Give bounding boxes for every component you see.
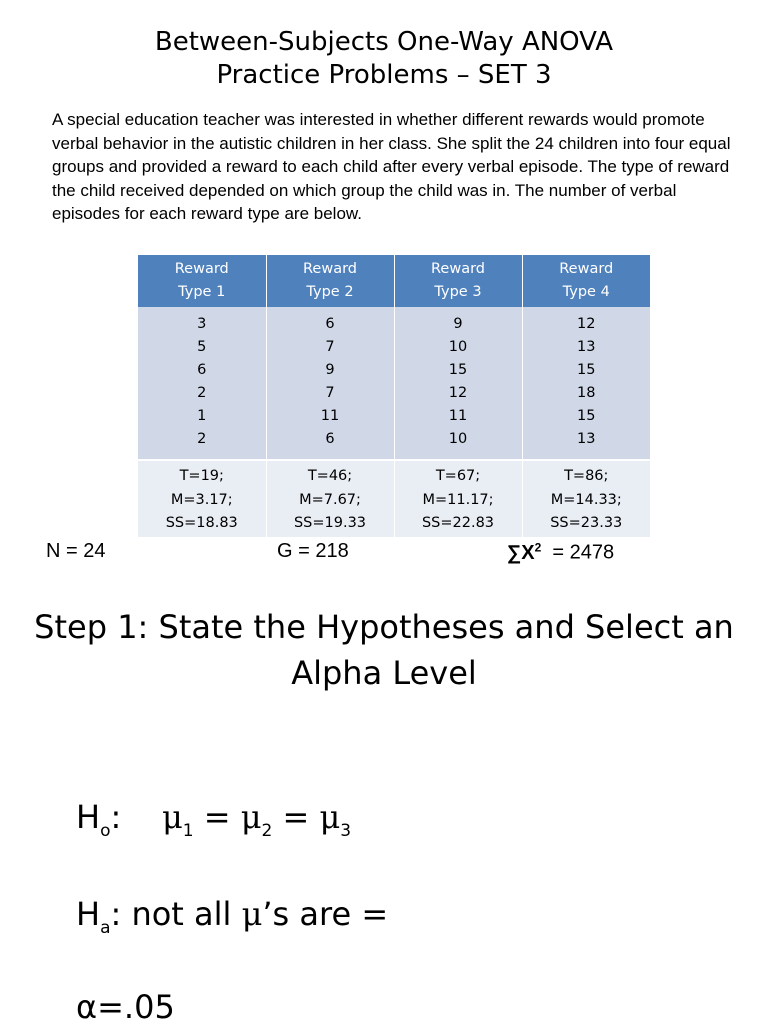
table-values-row <box>138 307 650 460</box>
table-value: 2 <box>197 431 207 447</box>
table-value: 6 <box>325 316 335 332</box>
h0-subscript: o <box>100 821 111 841</box>
mu-symbol: μ <box>161 798 183 836</box>
header-line: Reward <box>431 261 485 277</box>
mu-symbol: μ <box>240 798 262 836</box>
mu-symbol: μ <box>319 798 341 836</box>
table-header-row <box>138 255 650 307</box>
table-value: 9 <box>325 362 335 378</box>
values-cell <box>394 307 522 460</box>
table-value: 7 <box>325 339 335 355</box>
table-value: 3 <box>197 316 207 332</box>
column-header <box>138 255 266 307</box>
step-heading-line-1: Step 1: State the Hypotheses and Select an <box>34 608 734 646</box>
table-totals-row <box>138 460 650 537</box>
totals-cell <box>522 460 650 537</box>
table-value: 15 <box>577 362 596 378</box>
total-M: M=11.17; <box>422 491 494 508</box>
column-header <box>266 255 394 307</box>
ha-subscript: a <box>100 918 111 938</box>
mu-symbol: μ <box>241 895 263 933</box>
equals-sign: = <box>203 798 231 836</box>
table-value: 6 <box>197 362 207 378</box>
mu-subscript: 1 <box>182 821 194 841</box>
total-T: T=46; <box>307 468 353 484</box>
total-T: T=86; <box>564 468 609 484</box>
data-table <box>138 255 650 537</box>
null-hypothesis <box>76 798 351 841</box>
table-value: 1 <box>197 408 207 424</box>
header-line: Type 1 <box>178 284 226 300</box>
total-M: M=3.17; <box>170 491 233 508</box>
step-heading <box>0 604 768 696</box>
alpha-level: α=.05 <box>76 988 175 1026</box>
header-line: Reward <box>174 261 229 277</box>
problem-text: A special education teacher was interested in whether different rewards would promote verbal behavior in the autistic children in her class. She split the 24 children into four equal groups and provided a reward to each child after every verbal episode. The type of reward the child received depended on which group the child was in. The number of verbal episodes for each reward type are below. <box>52 110 731 223</box>
totals-cell <box>394 460 522 537</box>
total-SS: SS=22.83 <box>421 515 495 531</box>
step-heading-line-2: Alpha Level <box>291 654 477 692</box>
h0-colon: : <box>110 798 122 836</box>
totals-cell <box>138 460 266 537</box>
summary-sum-x-squared <box>507 540 614 565</box>
column-header <box>394 255 522 307</box>
total-SS: SS=19.33 <box>293 515 367 531</box>
header-line: Reward <box>559 261 614 277</box>
totals-cell <box>266 460 394 537</box>
header-line: Type 4 <box>562 284 610 300</box>
table-value: 10 <box>448 339 468 355</box>
table-value: 13 <box>577 431 596 447</box>
table-value: 13 <box>577 339 596 355</box>
ha-text-start: : not all <box>110 895 242 933</box>
table-value: 7 <box>325 385 335 401</box>
values-cell <box>138 307 266 460</box>
header-line: Reward <box>303 261 357 277</box>
values-cell <box>266 307 394 460</box>
header-line: Type 3 <box>434 284 482 300</box>
mu-subscript: 3 <box>340 821 352 841</box>
total-SS: SS=23.33 <box>550 515 623 531</box>
total-SS: SS=18.83 <box>165 515 238 531</box>
table-value: 12 <box>448 385 468 401</box>
total-M: M=14.33; <box>550 491 622 508</box>
ha-letter: H <box>76 895 101 933</box>
table-value: 9 <box>453 316 463 332</box>
table-value: 18 <box>577 385 596 401</box>
equals-sign: = <box>282 798 310 836</box>
total-T: T=67; <box>435 468 481 484</box>
sum-x-symbol: ∑X <box>507 541 535 564</box>
header-line: Type 2 <box>306 284 354 300</box>
title-line-1: Between-Subjects One-Way ANOVA <box>154 27 614 57</box>
h0-letter: H <box>76 798 101 836</box>
table-value: 15 <box>577 408 596 424</box>
summary-n: N = 24 <box>46 540 106 562</box>
table-value: 11 <box>448 408 468 424</box>
total-T: T=19; <box>179 468 224 484</box>
table-value: 11 <box>320 408 340 424</box>
table-value: 5 <box>197 339 207 355</box>
summary-g: G = 218 <box>277 540 349 562</box>
table-value: 15 <box>448 362 468 378</box>
total-M: M=7.67; <box>299 491 361 508</box>
values-cell <box>522 307 650 460</box>
table-value: 2 <box>197 385 207 401</box>
title-line-2: Practice Problems – SET 3 <box>216 60 552 90</box>
column-header <box>522 255 650 307</box>
ha-text-end: ’s are = <box>262 895 389 933</box>
table-value: 12 <box>577 316 596 332</box>
table-value: 10 <box>448 431 468 447</box>
alternative-hypothesis <box>76 895 388 938</box>
sum-x-exponent: 2 <box>534 540 542 554</box>
sum-x-value: = 2478 <box>552 541 615 564</box>
mu-subscript: 2 <box>261 821 273 841</box>
table-value: 6 <box>325 431 335 447</box>
page-title <box>0 26 768 92</box>
